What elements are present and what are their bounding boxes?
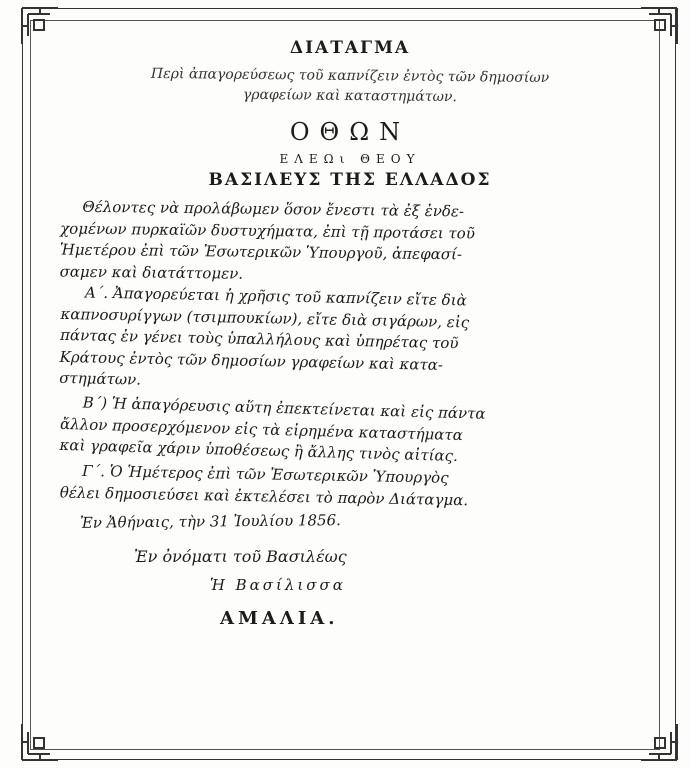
- text-line: καὶ γραφεῖα χάριν ὑποθέσεως ἢ ἄλλης τινὸς αἰτίας.: [59, 435, 459, 465]
- decree-subtitle: [60, 63, 640, 109]
- text-line: καπνοσυρίγγων (τσιμπουκίων), εἴτε διὰ σιγάρων, εἰς: [60, 304, 470, 331]
- text-line: πάντας ἐν γένει τοὺς ὑπαλλήλους καὶ ὑπηρέτας τοῦ: [59, 325, 459, 353]
- text-line: Α΄. Ἀπαγορεύεται ἡ χρῆσις τοῦ καπνίζειν εἴτε διὰ: [84, 283, 467, 310]
- corner-ornament-icon: [639, 6, 679, 46]
- text-line: ἄλλον προσερχόμενον εἰς τὰ εἰρημένα καταστήματα: [59, 413, 464, 444]
- king-title: ΒΑΣΙΛΕΥΣ ΤΗΣ ΕΛΛΑΔΟΣ: [208, 170, 492, 190]
- article-a-paragraph: [59, 282, 641, 402]
- text-line: Θέλοντες νὰ προλάβωμεν ὅσον ἔνεστι τὰ ἐξ ἐνδε-: [82, 197, 465, 221]
- subtitle-line: γραφείων καὶ καταστημάτων.: [242, 86, 457, 106]
- decree-date: Ἐν Ἀθήναις, τὴν 31 Ἰουλίου 1856.: [79, 511, 341, 532]
- text-line: χομένων πυρκαϊῶν δυστυχήματα, ἐπὶ τῇ προτάσει τοῦ: [60, 218, 476, 243]
- text-line: Κράτους ἐντὸς τῶν δημοσίων γραφείων καὶ κατα-: [59, 347, 444, 374]
- subtitle-line: Περὶ ἀπαγορεύσεως τοῦ καπνίζειν ἐντὸς τῶν δημοσίων: [150, 65, 550, 87]
- signature-intro: Ἐν ὀνόματι τοῦ Βασιλέως: [134, 547, 347, 566]
- signature-title: Ἡ Βασίλισσα: [210, 576, 346, 594]
- text-line: σαμεν καὶ διατάττομεν.: [59, 261, 244, 283]
- text-line: στημάτων.: [58, 368, 142, 389]
- corner-ornament-icon: [20, 6, 60, 46]
- text-line: Γ΄. Ὁ Ἡμέτερος ἐπὶ τῶν Ἐσωτερικῶν Ὑπουργὸς: [82, 461, 449, 487]
- corner-ornament-icon: [639, 722, 679, 762]
- king-name: ΟΘΩΝ: [289, 118, 411, 146]
- corner-ornament-icon: [20, 722, 60, 762]
- decree-title: ΔΙΑΤΑΓΜΑ: [289, 38, 411, 58]
- text-line: Ἡμετέρου ἐπὶ τῶν Ἐσωτερικῶν Ὑπουργοῦ, ἀπεφασί-: [59, 240, 463, 264]
- text-line: θέλει δημοσιεύσει καὶ ἐκτελέσει τὸ παρὸν Διάταγμα.: [59, 482, 469, 509]
- text-line: Β΄) Ἡ ἀπαγόρευσις αὕτη ἐπεκτείνεται καὶ εἰς πάντα: [82, 393, 486, 423]
- signature-name: ΑΜΑΛΙΑ.: [220, 608, 339, 629]
- preamble-paragraph: [59, 196, 640, 289]
- article-b-paragraph: [59, 391, 641, 472]
- decree-content: [60, 30, 640, 629]
- grace-line: ΕΛΕΩι ΘΕΟΥ: [279, 152, 421, 166]
